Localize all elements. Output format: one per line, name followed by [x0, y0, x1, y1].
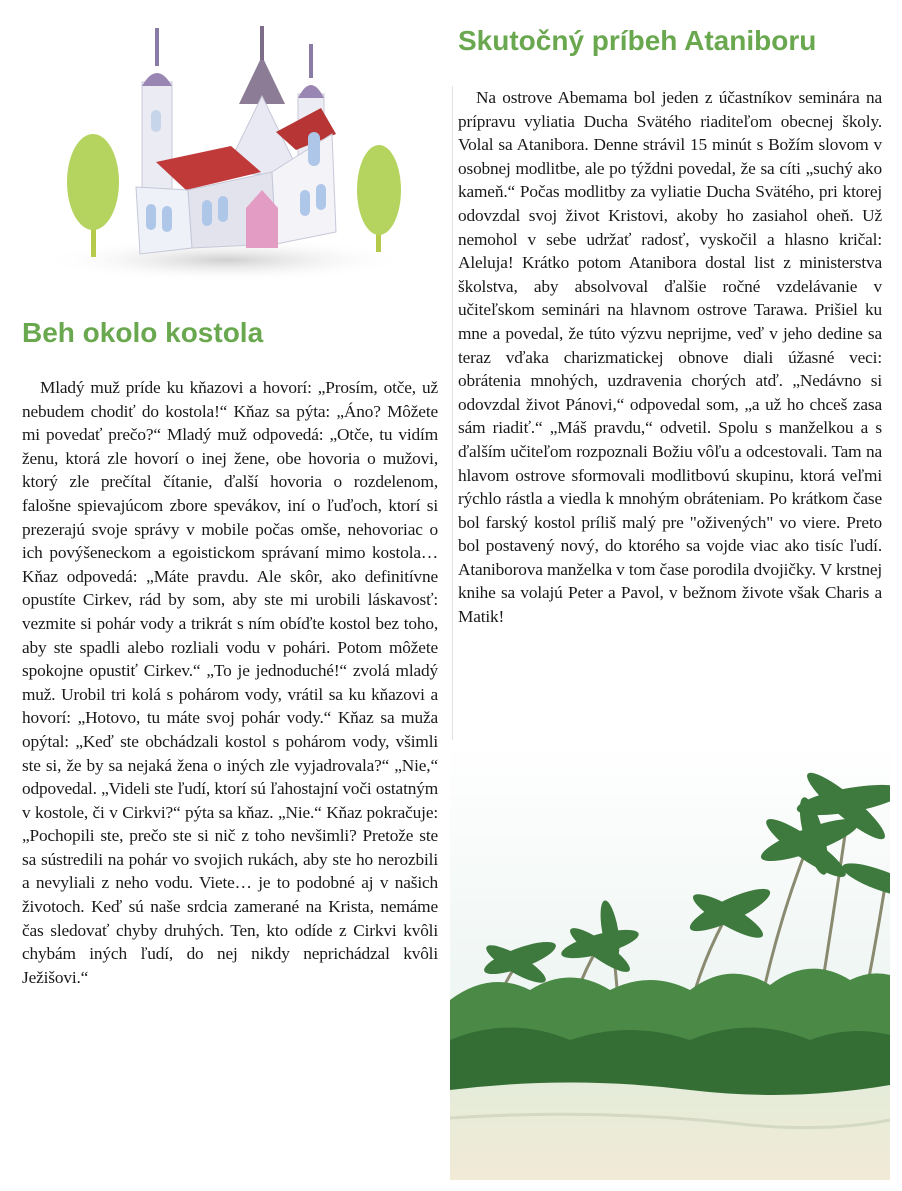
right-article-paragraph: Na ostrove Abemama bol jeden z účastníkov seminára na prípravu vyliatia Ducha Svätého riaditeľom obecnej školy. Volal sa Atanibora. Denne strávil 15 minút s Božím slovom v osobnej modlitbe, ale po týždni povedal, že sa cíti „suchý ako kameň.“ Počas modlitby za vyliatie Ducha Svätého, pri ktorej odovzdal svoj život Kristovi, akoby ho zasiahol oheň. Už nemohol v sebe udržať radosť, vyskočil a hlasno kričal: Aleluja! Krátko potom Atanibora dostal list z ministerstva školstva, aby absolvoval ďalšie ročné vzdelávanie v učiteľskom seminári na hlavnom ostrove Tarawa. Prišiel ku mne a povedal, že túto výzvu neprijme, veď v jeho dedine sa teraz vďaka charizmatickej obnove diali úžasné veci: obrátenia mnohých, uzdravenia chorých atď. „Nedávno si odovzdal život Pánovi,“ odpovedal som, „a už ho chceš zasa sám riadiť.“ „Máš pravdu,“ odvetil. Spolu s manželkou a s ďalším učiteľom rozpoznali Božiu vôľu a odcestovali. Tam na hlavom ostrove sformovali modlitbovú skupinu, ktorá veľmi rýchlo rástla a viedla k mnohým obráteniam. Po krátkom čase bol farský kostol príliš malý pre "oživených" vo viere. Preto bol postavený nový, do ktorého sa vojde viac ako tisíc ľudí. Ataniborova manželka v tom čase porodila dvojičky. V krstnej knihe sa volajú Peter a Pavol, v bežnom živote však Charis a Matik!: [458, 88, 882, 627]
right-article-title: Skutočný príbeh Ataniboru: [458, 25, 817, 56]
left-article-paragraph: Mladý muž príde ku kňazovi a hovorí: „Prosím, otče, už nebudem chodiť do kostola!“ Kňaz sa pýta: „Áno? Môžete mi povedať prečo?“ Mladý muž odpovedá: „Otče, tu vidím ženu, ktorá zle hovorí o inej žene, obe hovoria o mužovi, ktorý zle prečítal čítanie, ďalší hovoria o rozdelenom, falošne spievajúcom zbore spevákov, iní o ľuďoch, ktorí si prezerajú svoje správy v mobile počas omše, nehovoriac o ich povýšeneckom a egoistickom správaní mimo kostola… Kňaz odpovedá: „Máte pravdu. Ale skôr, ako definitívne opustíte Cirkev, rád by som, aby ste mi urobili láskavosť: vezmite si pohár vody a trikrát s ním obíďte kostol bez toho, aby ste spadli alebo rozliali vodu v pohári. Potom môžete spokojne opustiť Cirkev.“ „To je jednoduché!“ zvolá mladý muž. Urobil tri kolá s pohárom vody, vrátil sa ku kňazovi a hovorí: „Hotovo, tu máte svoj pohár vody.“ Kňaz sa muža opýtal: „Keď ste obchádzali kostol s pohárom vody, všimli ste si, že by sa nejaká žena o iných zle vyjadrovala?“ „Nie,“ odpovedal. „Videli ste ľudí, ktorí sú ľahostajní voči ostatným v kostole, či v Cirkvi?“ pýta sa kňaz. „Nie.“ Kňaz pokračuje: „Pochopili ste, prečo ste si nič z toho nevšimli? Pretože ste sa sústredili na pohár vo svojich rukách, aby ste ho nerozbili a nevyliali z neho vodu. Viete… je to podobné aj v našich životoch. Keď sú naše srdcia zamerané na Krista, nemáme čas sledovať chyby druhých. Ten, kto odíde z Cirkvi kvôli chybám iných ľudí, do nej nikdy neprichádzal kvôli Ježišovi.“: [22, 378, 438, 987]
left-article-title: Beh okolo kostola: [22, 317, 264, 348]
church-illustration: [36, 22, 412, 284]
right-article-body: [458, 86, 882, 629]
left-article-body: [22, 376, 438, 989]
tropical-beach-palms-photo: [450, 740, 890, 1180]
